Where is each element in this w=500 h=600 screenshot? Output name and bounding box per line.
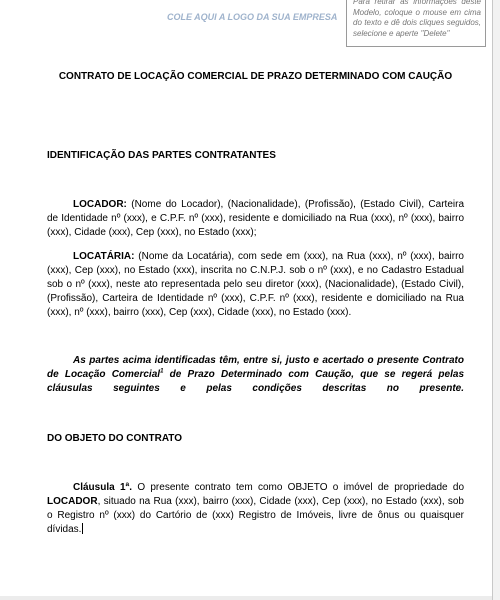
agreement-text-1: As partes acima identificadas têm, entre si, justo e acertado o presente Contrato de Locação Comercial (47, 355, 464, 380)
locataria-text: (Nome da Locatária), com sede em (xxx), na Rua (xxx), nº (xxx), bairro (xxx), Cep (xxx), no Estado (xxx), inscrita no C.N.P.J. sob o nº (xxx), e no Cadastro Estadual sob o nº (xxx), neste ato representada pelo seu diretor (xxx), (Nacionalidade), (Estado Civil), (Profissão), Carteira de Identidade nº (xxx), C.P.F. nº (xxx), residente e domiciliado na Rua (xxx), nº (xxx), bairro (xxx), Cep (xxx), Cidade (xxx), no Estado (xxx). (47, 251, 464, 318)
section-heading-object: DO OBJETO DO CONTRATO (47, 433, 183, 444)
clause-1-text-a: O presente contrato tem como OBJETO o imóvel de propriedade do (137, 482, 465, 493)
text-cursor (82, 523, 83, 534)
clause-1-label: Cláusula 1ª. (73, 482, 133, 493)
paragraph-locador[interactable] (47, 198, 464, 240)
locataria-label: LOCATÁRIA: (73, 251, 135, 262)
clause-1-locador: LOCADOR (47, 496, 98, 507)
locador-label: LOCADOR: (73, 199, 127, 210)
footnote-marker[interactable]: 1 (160, 368, 164, 375)
paragraph-locataria[interactable] (47, 250, 464, 320)
agreement-text-2: de Prazo Determinado com Caução, que se regerá pelas cláusulas seguintes e pelas condições descritas no presente. (47, 369, 465, 394)
clause-1-text-b: , situado na Rua (xxx), bairro (xxx), Cidade (xxx), Cep (xxx), no Estado (xxx), sob o Registro nº (xxx) do Cartório de (xxx) Registro de Imóveis, livre de ônus ou quaisquer dívidas. (47, 496, 464, 535)
section-heading-parties: IDENTIFICAÇÃO DAS PARTES CONTRATANTES (47, 150, 276, 161)
page-bottom-edge (0, 596, 492, 600)
paragraph-clause-1[interactable] (47, 481, 464, 537)
logo-placeholder[interactable]: COLE AQUI A LOGO DA SUA EMPRESA (167, 12, 338, 22)
instructions-note[interactable]: Para retirar as informações deste Modelo, coloque o mouse em cima do texto e dê dois cliques seguidos, selecione e aperte "Delete" (346, 0, 486, 47)
contract-title: CONTRATO DE LOCAÇÃO COMERCIAL DE PRAZO DETERMINADO COM CAUÇÃO (58, 71, 453, 82)
locador-text: (Nome do Locador), (Nacionalidade), (Profissão), (Estado Civil), Carteira de Identidade nº (xxx), e C.P.F. nº (xxx), residente e domiciliado na Rua (xxx), nº (xxx), bairro (xxx), Cidade (xxx), Cep (xxx), no Estado (xxx); (47, 199, 465, 238)
paragraph-agreement[interactable] (47, 354, 464, 396)
